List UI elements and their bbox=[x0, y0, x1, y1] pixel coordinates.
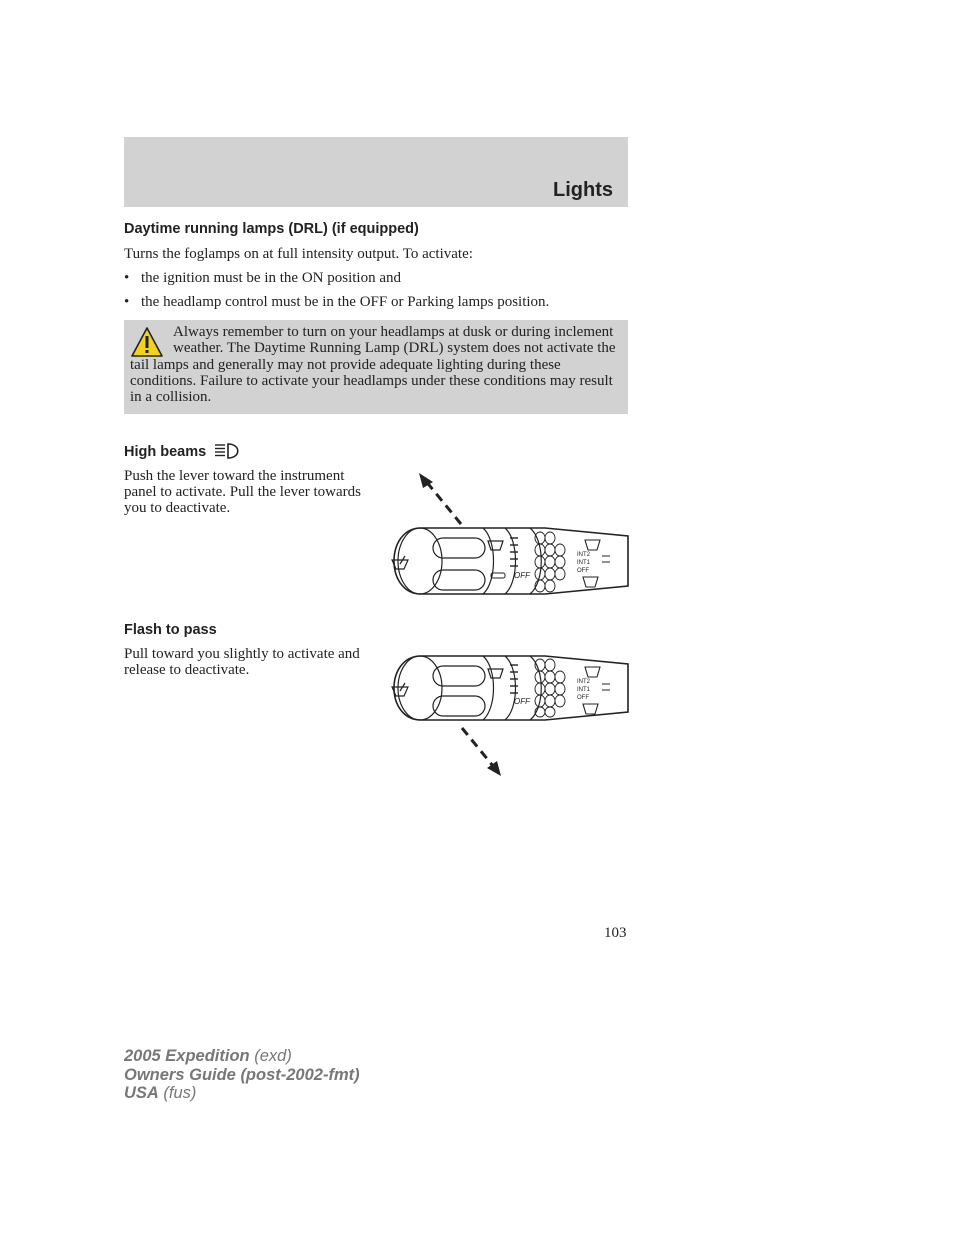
int2-label: INT2 bbox=[577, 552, 591, 558]
off-label: OFF bbox=[514, 571, 530, 580]
bullet-text: the headlamp control must be in the OFF or Parking lamps position. bbox=[141, 294, 550, 310]
int2-label: INT2 bbox=[577, 679, 591, 685]
high-beam-icon bbox=[214, 442, 244, 460]
bullet-text: the ignition must be in the ON position and bbox=[141, 270, 401, 286]
footer-market-code: (fus) bbox=[158, 1084, 197, 1102]
lever-push-illustration bbox=[385, 470, 630, 600]
footer-line-3 bbox=[124, 1084, 360, 1103]
off-label: OFF bbox=[514, 697, 530, 706]
int1-label: INT1 bbox=[577, 687, 591, 693]
footer-model: 2005 Expedition bbox=[124, 1047, 250, 1065]
pull-arrowhead bbox=[487, 761, 501, 776]
footer-line-1 bbox=[124, 1047, 360, 1066]
page-number: 103 bbox=[604, 925, 627, 941]
high-beams-heading-text: High beams bbox=[124, 444, 207, 460]
high-beams-text: Push the lever toward the instrument panel to activate. Pull the lever towards you to deactivate. bbox=[124, 468, 362, 516]
warning-text-block bbox=[130, 324, 620, 405]
footer-guide: Owners Guide (post-2002-fmt) bbox=[124, 1065, 360, 1084]
bullet-dot: • bbox=[124, 294, 130, 310]
footer-market: USA bbox=[124, 1084, 159, 1102]
page-title: Lights bbox=[553, 179, 613, 201]
off-small-label: OFF bbox=[577, 695, 589, 701]
warning-text: Always remember to turn on your headlamps at dusk or during inclement weather. The Daytime Running Lamp (DRL) system does not activate the tail lamps and generally may not provide adequate lighting during these conditions. Failure to activate your headlamps under these conditions may result in a collision. bbox=[130, 324, 616, 406]
bullet-dot: • bbox=[124, 270, 130, 286]
footer-model-code: (exd) bbox=[249, 1047, 292, 1065]
off-small-label: OFF bbox=[577, 568, 589, 574]
high-beams-heading bbox=[124, 442, 244, 460]
footer bbox=[124, 1047, 360, 1103]
drl-intro: Turns the foglamps on at full intensity output. To activate: bbox=[124, 246, 473, 262]
pull-arrow bbox=[462, 728, 493, 766]
flash-to-pass-heading: Flash to pass bbox=[124, 622, 217, 638]
lever-pull-illustration bbox=[385, 650, 630, 780]
drl-bullet-2 bbox=[124, 294, 549, 310]
push-arrow bbox=[425, 480, 461, 524]
drl-heading: Daytime running lamps (DRL) (if equipped) bbox=[124, 221, 419, 237]
int1-label: INT1 bbox=[577, 560, 591, 566]
drl-bullet-1 bbox=[124, 270, 401, 286]
header-band bbox=[124, 137, 628, 207]
flash-to-pass-text: Pull toward you slightly to activate and release to deactivate. bbox=[124, 646, 360, 678]
warning-box bbox=[124, 320, 628, 414]
footer-line-2 bbox=[124, 1066, 360, 1085]
